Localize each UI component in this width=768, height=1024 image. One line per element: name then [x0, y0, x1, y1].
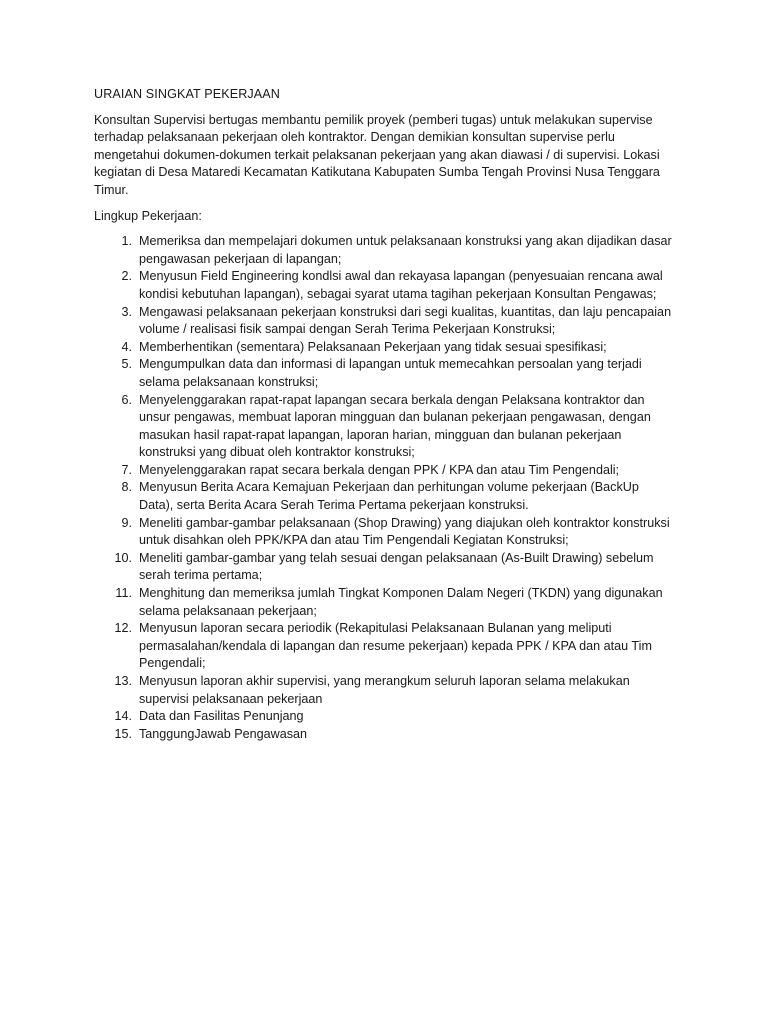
list-item-text: Memberhentikan (sementara) Pelaksanaan Pekerjaan yang tidak sesuai spesifikasi;: [139, 339, 607, 354]
list-item: [94, 673, 676, 708]
list-item-number: 11.: [115, 586, 132, 601]
list-item: [94, 233, 676, 268]
list-item-number: 9.: [121, 515, 132, 530]
list-item-number: 2.: [121, 269, 132, 284]
list-item-number: 1.: [121, 234, 132, 249]
list-item: [94, 339, 676, 357]
list-item-text: Meneliti gambar-gambar yang telah sesuai dengan pelaksanaan (As-Built Drawing) sebelum serah terima pertama;: [139, 550, 654, 583]
list-item: [94, 726, 676, 744]
document-title: URAIAN SINGKAT PEKERJAAN: [94, 87, 280, 101]
list-item-text: Menyusun laporan secara periodik (Rekapitulasi Pelaksanaan Bulanan yang meliputi permasalahan/kendala di lapangan dan resume pekerjaan) kepada PPK / KPA dan atau Tim Pengendali;: [139, 621, 652, 671]
list-item-text: Menghitung dan memeriksa jumlah Tingkat Komponen Dalam Negeri (TKDN) yang digunakan selama pelaksanaan pekerjaan;: [139, 586, 663, 618]
list-item-number: 7.: [121, 462, 132, 477]
list-item-number: 6.: [121, 392, 132, 407]
list-item-text: Mengumpulkan data dan informasi di lapangan untuk memecahkan persoalan yang terjadi selama pelaksanaan konstruksi;: [139, 357, 642, 389]
list-item: [94, 268, 676, 303]
list-item-text: Memeriksa dan mempelajari dokumen untuk pelaksanaan konstruksi yang akan dijadikan dasar pengawasan pekerjaan di lapangan;: [139, 234, 672, 266]
list-item-text: Menyelenggarakan rapat-rapat lapangan secara berkala dengan Pelaksana kontraktor dan unsur pengawas, membuat laporan mingguan dan bulanan pekerjaan pengawasan, dengan masukan hasil rapat-rapat lapangan, laporan harian, mingguan dan bulanan pekerjaan konstruksi yang dibuat oleh kontraktor konstruksi;: [139, 392, 651, 460]
list-item-text: Menyelenggarakan rapat secara berkala dengan PPK / KPA dan atau Tim Pengendali;: [139, 462, 620, 477]
scope-list: [94, 233, 676, 743]
list-item-text: Menyusun Berita Acara Kemajuan Pekerjaan dan perhitungan volume pekerjaan (BackUp Data), serta Berita Acara Serah Terima Pertama pekerjaan konstruksi.: [139, 480, 639, 513]
list-item-text: Menyusun Field Engineering kondlsi awal dan rekayasa lapangan (penyesuaian rencana awal kondisi kebutuhan lapangan), sebagai syarat utama tagihan pekerjaan Konsultan Pengawas;: [139, 269, 663, 301]
list-item-number: 14.: [114, 709, 132, 724]
list-item-number: 12.: [114, 621, 132, 636]
intro-paragraph: Konsultan Supervisi bertugas membantu pemilik proyek (pemberi tugas) untuk melakukan supervise terhadap pelaksanaan pekerjaan oleh kontraktor. Dengan demikian konsultan supervise perlu mengetahui dokumen-dokumen terkait pelaksanan pekerjaan yang akan diawasi / di supervisi. Lokasi kegiatan di Desa Mataredi Kecamatan Katikutana Kabupaten Sumba Tengah Provinsi Nusa Tenggara Timur.: [94, 112, 660, 197]
list-item: [94, 356, 676, 391]
list-item-text: TanggungJawab Pengawasan: [139, 726, 308, 741]
list-item: [94, 708, 676, 726]
list-item: [94, 585, 676, 620]
list-item-number: 3.: [121, 304, 132, 319]
list-item-text: Data dan Fasilitas Penunjang: [139, 709, 304, 724]
scope-label: Lingkup Pekerjaan:: [94, 208, 202, 223]
list-item: [94, 620, 676, 673]
list-item-number: 13.: [114, 674, 132, 688]
list-item-text: Meneliti gambar-gambar pelaksanaan (Shop Drawing) yang diajukan oleh kontraktor konstruksi untuk disahkan oleh PPK/KPA dan atau Tim Pengendali Kegiatan Konstruksi;: [139, 515, 670, 548]
list-item-text: Menyusun laporan akhir supervisi, yang merangkum seluruh laporan selama melakukan supervisi pelaksanaan pekerjaan: [139, 674, 630, 706]
list-item: [94, 462, 676, 480]
list-item-number: 10.: [114, 550, 132, 565]
list-item-text: Mengawasi pelaksanaan pekerjaan konstruksi dari segi kualitas, kuantitas, dan laju pencapaian volume / realisasi fisik sampai dengan Serah Terima Pekerjaan Konstruksi;: [139, 304, 672, 337]
list-item: [94, 304, 676, 339]
list-item: [94, 550, 676, 585]
list-item: [94, 515, 676, 550]
list-item: [94, 392, 676, 462]
list-item-number: 5.: [121, 357, 132, 372]
list-item: [94, 479, 676, 514]
list-item-number: 8.: [121, 480, 132, 495]
list-item-number: 4.: [121, 339, 132, 354]
list-item-number: 15.: [114, 726, 132, 741]
